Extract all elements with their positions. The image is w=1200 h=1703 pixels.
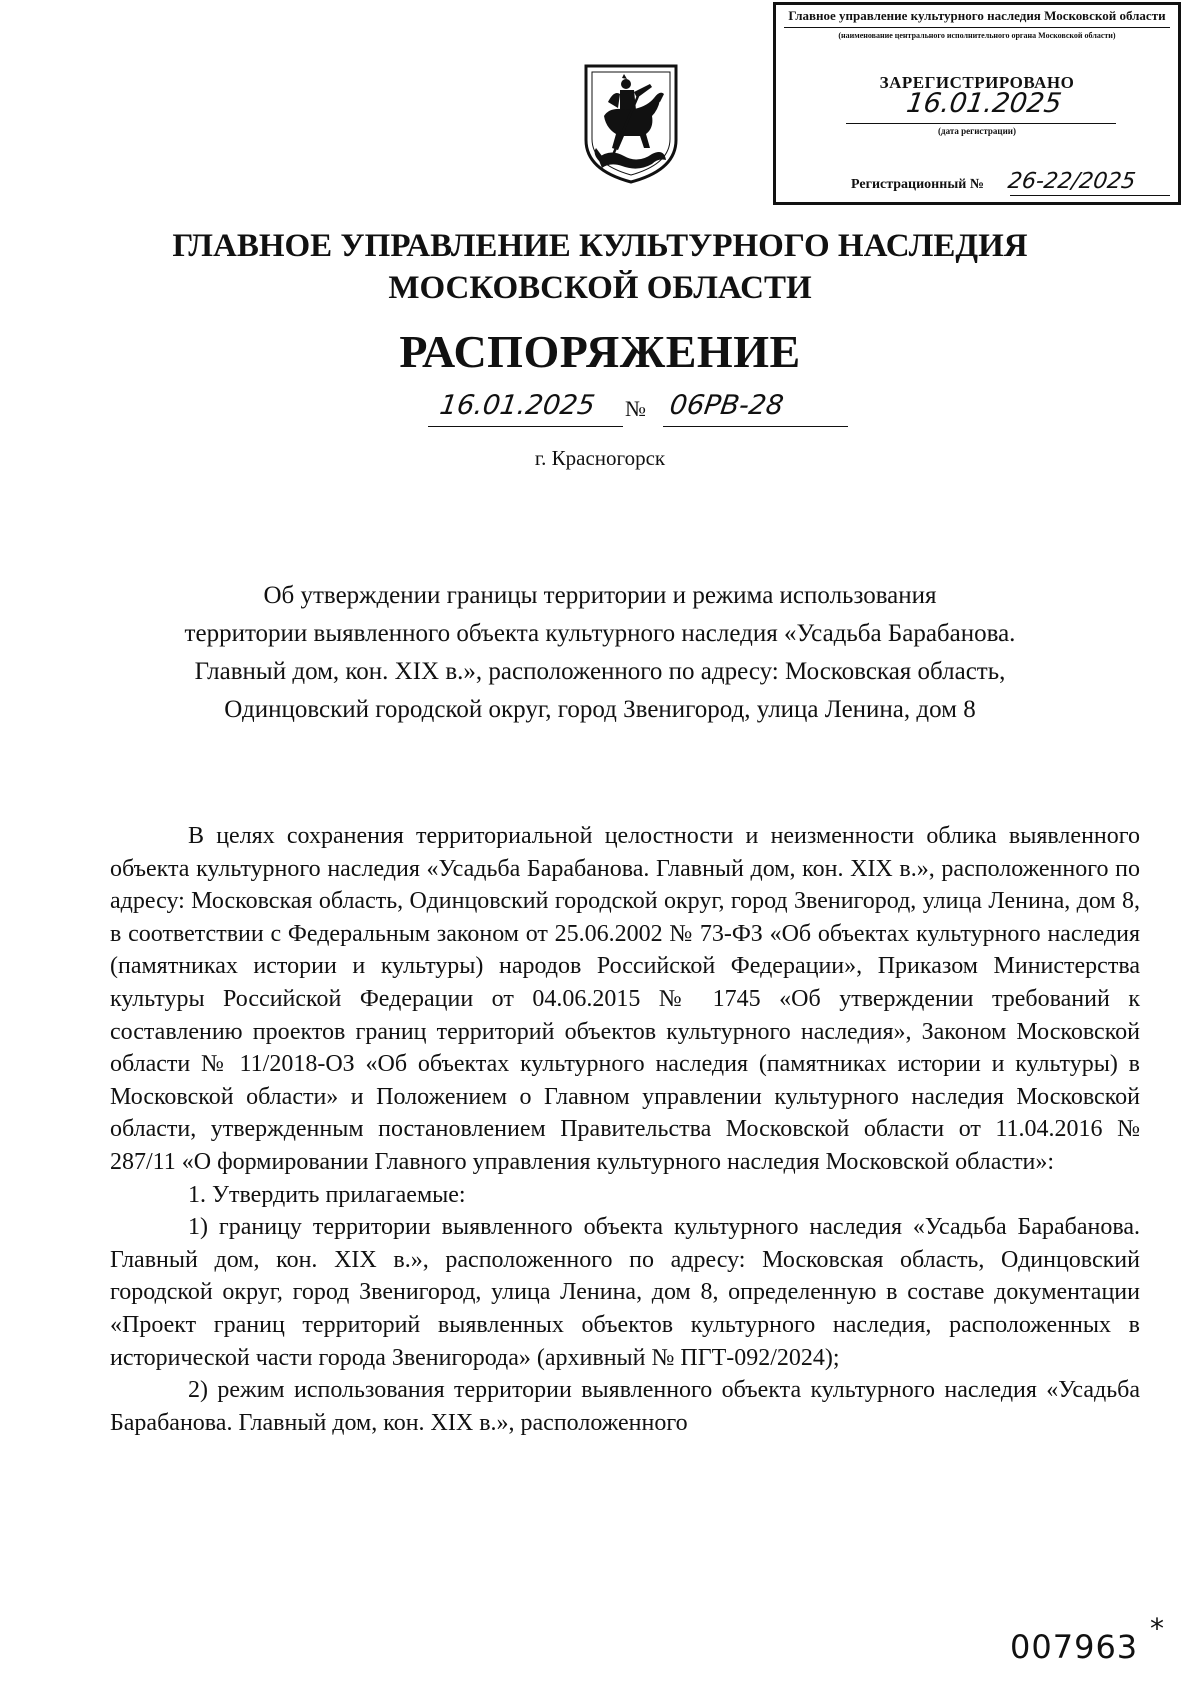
number-sign: № bbox=[625, 396, 646, 421]
order-number-underline bbox=[663, 426, 848, 427]
stamp-number: 26-22/2025 bbox=[1006, 169, 1138, 194]
serial-star: * bbox=[1150, 1612, 1164, 1645]
stamp-org-caption: (наименование центрального исполнительного органа Московской области) bbox=[838, 31, 1116, 40]
stamp-status: ЗАРЕГИСТРИРОВАНО bbox=[879, 73, 1075, 92]
subject-line: Главный дом, кон. XIX в.», расположенного по адресу: Московская область, bbox=[194, 658, 1006, 685]
document-type: РАСПОРЯЖЕНИЕ bbox=[399, 326, 801, 377]
org-title-line1: ГЛАВНОЕ УПРАВЛЕНИЕ КУЛЬТУРНОГО НАСЛЕДИЯ bbox=[172, 228, 1028, 264]
org-title-line2: МОСКОВСКОЙ ОБЛАСТИ bbox=[388, 270, 812, 306]
document-subject bbox=[140, 577, 1060, 729]
order-date-number bbox=[420, 390, 840, 430]
item-1-1: 1) границу территории выявленного объекта культурного наследия «Усадьба Барабанова. Главный дом, кон. XIX в.», расположенного по адресу: Московская область, Одинцовский городской округ, город Звенигород, улица Ленина, дом 8, определенную в составе документации «Проект границ территорий выявленных объектов культурного наследия, расположенных в исторической части города Звенигорода» (архивный № ПГТ-092/2024); bbox=[110, 1214, 1140, 1371]
stamp-date-line bbox=[846, 123, 1116, 124]
order-date-underline bbox=[428, 426, 623, 427]
item-1: 1. Утвердить прилагаемые: bbox=[188, 1181, 466, 1208]
order-date: 16.01.2025 bbox=[437, 390, 597, 421]
stamp-date: 16.01.2025 bbox=[904, 88, 1064, 119]
preamble-paragraph: В целях сохранения территориальной целостности и неизменности облика выявленного объекта культурного наследия «Усадьба Барабанова. Главный дом, кон. XIX в.», расположенного по адресу: Московская область, Одинцовский городской округ, город Звенигород, улица Ленина, дом 8, в соответствии с Федеральным законом от 25.06.2002 № 73-ФЗ «Об объектах культурного наследия (памятниках истории и культуры) народов Российской Федерации», Приказом Министерства культуры Российской Федерации от 04.06.2015 № 1745 «Об утверждении требований к составлению проектов границ территорий объектов культурного наследия», Законом Московской области № 11/2018-ОЗ «Об объектах культурного наследия (памятниках истории и культуры) в Московской области» и Положением о Главном управлении культурного наследия Московской области, утвержденным постановлением Правительства Московской области от 11.04.2016 № 287/11 «О формировании Главного управления культурного наследия Московской области»: bbox=[110, 823, 1140, 1175]
stamp-date-caption: (дата регистрации) bbox=[938, 126, 1016, 136]
subject-line: Одинцовский городской округ, город Звенигород, улица Ленина, дом 8 bbox=[224, 696, 976, 723]
coat-of-arms-icon bbox=[580, 62, 682, 186]
order-number: 06РВ-28 bbox=[667, 390, 786, 421]
stamp-org-line bbox=[784, 27, 1170, 28]
item-1-2: 2) режим использования территории выявленного объекта культурного наследия «Усадьба Барабанова. Главный дом, кон. XIX в.», расположенного bbox=[110, 1377, 1140, 1436]
document-serial-number: 007963 bbox=[1010, 1628, 1139, 1666]
city: г. Красногорск bbox=[534, 446, 666, 470]
org-title bbox=[100, 225, 1100, 309]
stamp-number-line bbox=[1010, 195, 1170, 196]
subject-line: территории выявленного объекта культурного наследия «Усадьба Барабанова. bbox=[184, 620, 1016, 647]
registration-stamp bbox=[773, 2, 1181, 205]
document-body bbox=[110, 820, 1140, 1439]
stamp-number-label: Регистрационный № bbox=[851, 177, 984, 192]
subject-line: Об утверждении границы территории и режима использования bbox=[263, 582, 937, 609]
stamp-org: Главное управление культурного наследия Московской области bbox=[788, 8, 1166, 23]
